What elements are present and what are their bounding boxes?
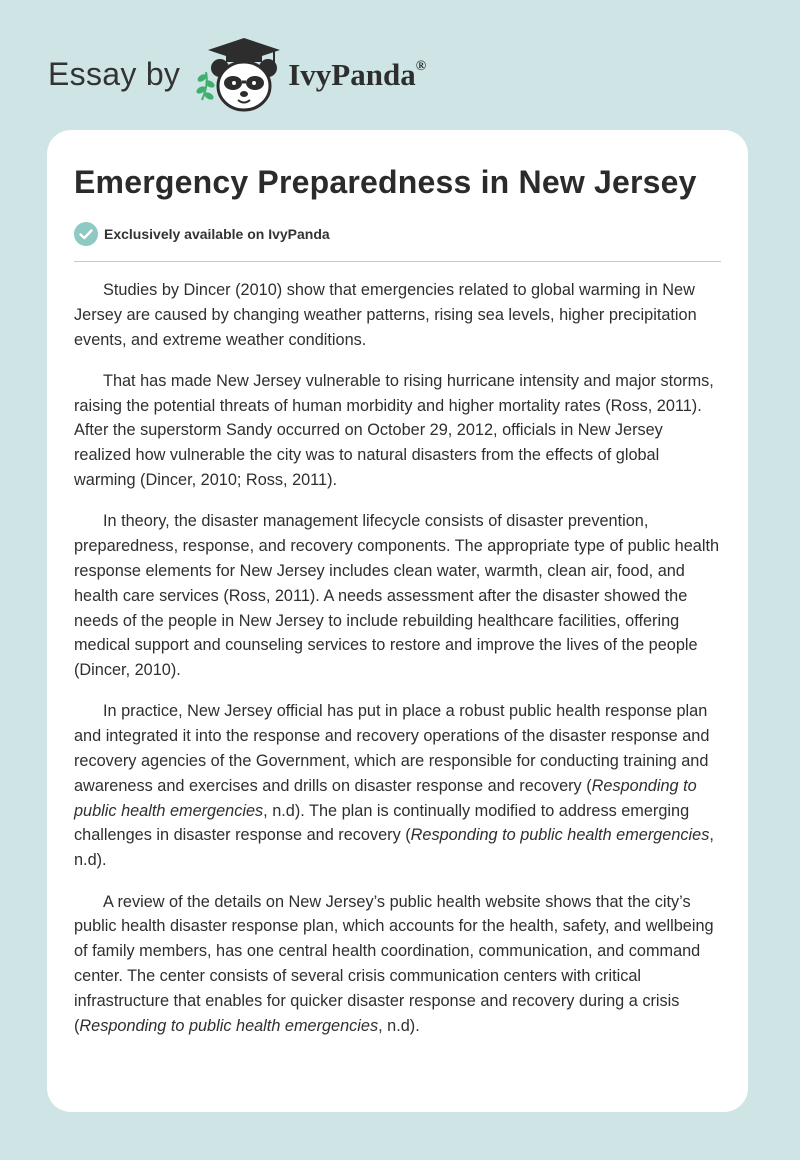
exclusive-badge — [74, 222, 330, 246]
panda-graduate-icon — [194, 34, 286, 114]
paragraph-text: In theory, the disaster management lifecycle consists of disaster prevention, preparedness, response, and recovery components. The appropriate type of public health response elements for New Jersey includes clean water, warmth, clean air, food, and health care services (Ross, 2011). A needs assessment after the disaster showed the needs of the people in New Jersey to include rebuilding healthcare facilities, offering medical support and counseling services to restore and improve the lives of the people (Dincer, 2010). — [74, 512, 720, 680]
essay-by-label: Essay by — [48, 55, 181, 92]
paragraph-text: A review of the details on New Jersey’s public health website shows that the city’s public health disaster response plan, which accounts for the health, safety, and wellbeing of family members, has one central health coordination, communication, and command center. The center consists of several crisis communication centers with critical infrastructure that enables for quicker disaster response and recovery during a crisis ( — [74, 892, 714, 1035]
brand-name: IvyPanda® — [288, 57, 427, 92]
citation-title: Responding to public health emergencies — [410, 826, 710, 845]
paragraph-text: , n.d). The plan is continually modified to address emerging challenges in disaster response and recovery ( — [74, 801, 690, 845]
paragraph-text: , n.d). — [74, 826, 714, 870]
page-title: Emergency Preparedness in New Jersey — [74, 164, 697, 200]
citation-title: Responding to public health emergencies — [79, 1016, 379, 1035]
paragraph — [74, 509, 723, 683]
citation-title: Responding to public health emergencies — [74, 776, 697, 820]
check-circle-icon — [74, 222, 98, 246]
paragraph-text: That has made New Jersey vulnerable to rising hurricane intensity and major storms, raising the potential threats of human morbidity and higher mortality rates (Ross, 2011). After the superstorm Sandy occurred on October 29, 2012, officials in New Jersey realized how vulnerable the city was to natural disasters from the effects of global warming (Dincer, 2010; Ross, 2011). — [74, 371, 714, 490]
paragraph — [74, 278, 723, 352]
essay-card — [47, 130, 748, 1112]
paragraph-text: , n.d). — [378, 1016, 420, 1035]
paragraph — [74, 369, 723, 493]
paragraph-text: Studies by Dincer (2010) show that emergencies related to global warming in New Jersey are caused by changing weather patterns, rising sea levels, higher precipitation events, and extreme weather conditions. — [74, 281, 697, 349]
paragraph-text: In practice, New Jersey official has put in place a robust public health response plan and integrated it into the response and recovery operations of the disaster response and recovery agencies of the Government, which are responsible for conducting training and awareness and exercises and drills on disaster response and recovery ( — [74, 702, 710, 795]
divider — [74, 261, 721, 262]
paragraph — [74, 699, 723, 873]
exclusive-badge-label: Exclusively available on IvyPanda — [104, 226, 330, 242]
paragraph — [74, 890, 723, 1039]
essay-body — [74, 278, 723, 1055]
site-header — [48, 34, 426, 114]
